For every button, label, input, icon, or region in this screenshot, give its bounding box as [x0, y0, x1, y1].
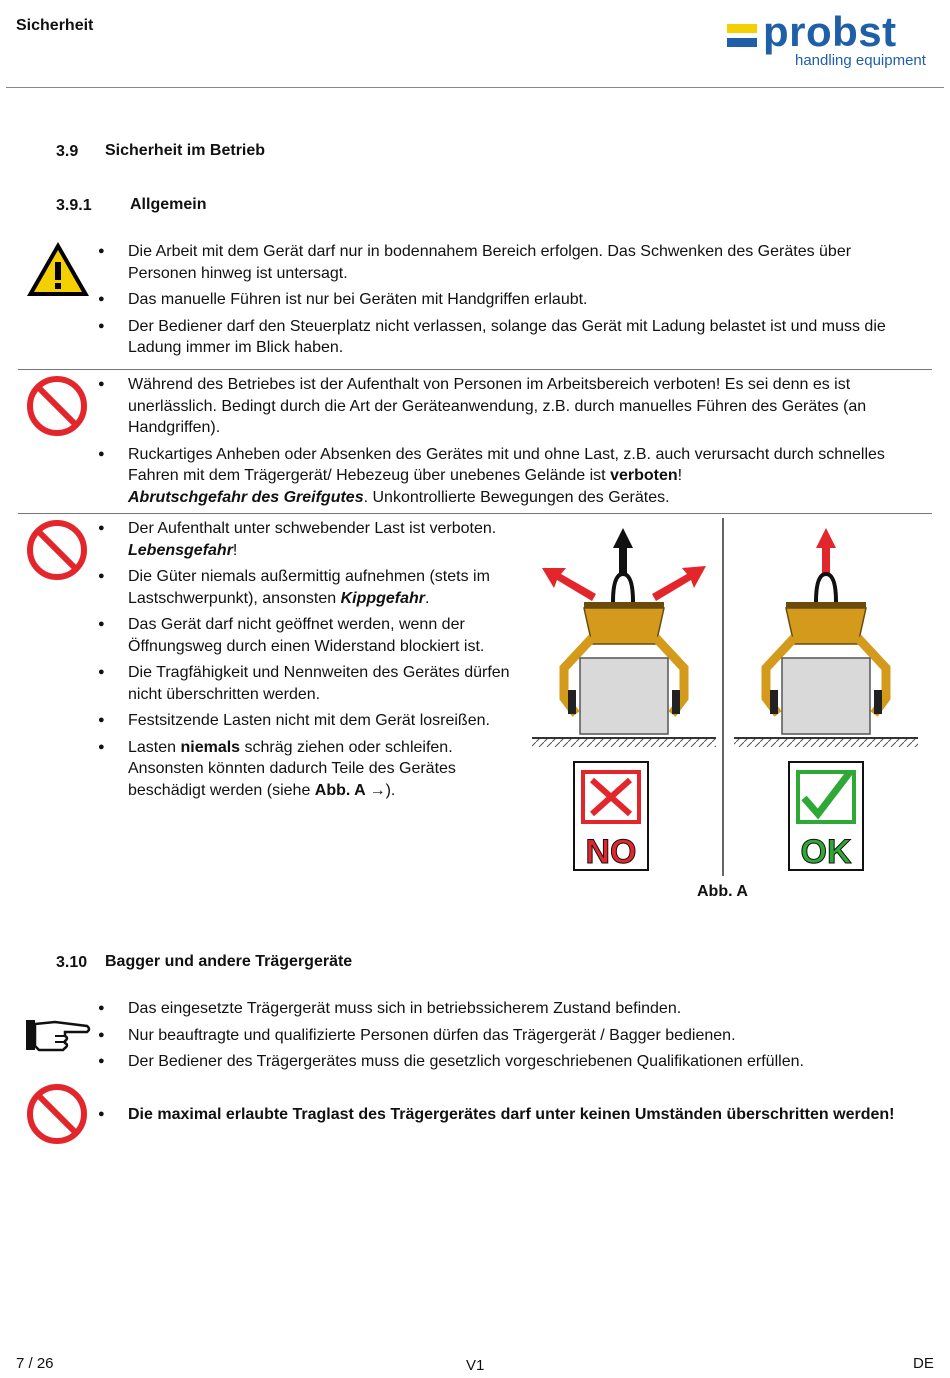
language: DE	[913, 1355, 934, 1372]
list-item: ● Das Gerät darf nicht geöffnet werden, wenn der Öffnungsweg durch einen Widerstand blockiert ist.	[98, 614, 518, 657]
section-title-3-10: Bagger und andere Trägergeräte	[105, 953, 353, 970]
gripper-wrong	[532, 528, 716, 747]
no-label: NO	[585, 833, 637, 871]
text: Der Aufenthalt unter schwebender Last ist verboten.	[128, 520, 497, 537]
prohibition-icon	[25, 518, 89, 582]
arrow-up-red	[816, 528, 836, 576]
list-item: ● Das manuelle Führen ist nur bei Geräten mit Handgriffen erlaubt.	[98, 289, 908, 311]
list-item: ● Nur beauftragte und qualifizierte Personen dürfen das Trägergerät / Bagger bedienen.	[98, 1025, 908, 1047]
text: schräg ziehen oder schleifen. Ansonsten könnten dadurch Teile des Gerätes beschädigt werden (siehe	[128, 738, 456, 799]
arrow-up-black	[613, 528, 633, 576]
gripper-correct	[734, 528, 918, 747]
block3-list	[98, 518, 518, 806]
list-item: ● Der Bediener darf den Steuerplatz nicht verlassen, solange das Gerät mit Ladung belastet ist und muss die Ladung immer im Blick haben.	[98, 316, 908, 359]
ok-label: OK	[800, 833, 852, 871]
figure-caption: Abb. A	[697, 883, 748, 900]
text-bold: verboten	[610, 467, 678, 484]
text: Die Güter niemals außermittig aufnehmen (stets im Lastschwerpunkt), ansonsten	[128, 568, 490, 607]
text: . Unkontrollierte Bewegungen des Gerätes.	[363, 488, 670, 506]
section-number-3-10: 3.10	[56, 954, 88, 971]
header-section-title: Sicherheit	[16, 17, 94, 34]
text-bold: niemals	[180, 738, 241, 756]
section-number-3-9-1: 3.9.1	[56, 197, 92, 214]
list-item: ● Der Bediener des Trägergerätes muss die gesetzlich vorgeschriebenen Qualifikationen erfüllen.	[98, 1051, 908, 1073]
block2-list	[98, 374, 908, 513]
section-title-3-9: Sicherheit im Betrieb	[105, 142, 266, 159]
list-item: ● Das eingesetzte Trägergerät muss sich in betriebssicherem Zustand befinden.	[98, 998, 908, 1020]
list-item-warning: ● Die maximal erlaubte Traglast des Trägergerätes darf unter keinen Umständen überschritten werden!	[98, 1104, 918, 1126]
text: ).	[385, 781, 396, 799]
logo-blue-bar	[727, 38, 757, 47]
list-item: ● Während des Betriebes ist der Aufenthalt von Personen im Arbeitsbereich verboten! Es sei denn es ist unerlässlich. Bedingt durch die Art der Geräteanwendung, z.B. durch manuelles Führen des Gerätes (an Handgriffen).	[98, 374, 908, 439]
warning-triangle-icon	[25, 240, 91, 298]
separator	[18, 513, 932, 514]
list-item	[98, 444, 908, 509]
header-divider	[6, 87, 944, 88]
prohibition-icon	[25, 1082, 89, 1146]
list-item	[98, 518, 518, 561]
section-number-3-9: 3.9	[56, 143, 79, 160]
list-item: ● Die Tragfähigkeit und Nennweiten des Gerätes dürfen nicht überschritten werden.	[98, 662, 518, 705]
section-title-3-9-1: Allgemein	[130, 196, 207, 213]
text: !	[677, 467, 683, 484]
separator	[18, 369, 932, 370]
text: !	[232, 541, 238, 559]
no-sign	[574, 762, 648, 871]
text: Ruckartiges Anheben oder Absenken des Gerätes mit und ohne Last, z.B. auch verursacht durch schnelles Fahren mit dem Trägergerät/ Hebezeug über unebenes Gelände ist	[128, 445, 885, 484]
list-item: ● Die Arbeit mit dem Gerät darf nur in bodennahem Bereich erfolgen. Das Schwenken des Gerätes über Personen hinweg ist untersagt.	[98, 241, 908, 284]
text: Lasten	[128, 738, 181, 756]
sec310-list	[98, 998, 908, 1078]
logo-word: probst	[763, 8, 897, 55]
list-item: ● Festsitzende Lasten nicht mit dem Gerät losreißen.	[98, 710, 518, 732]
list-item	[98, 566, 518, 609]
text-bold: Abb. A →	[314, 781, 386, 799]
sec310-warning-list	[98, 1104, 918, 1131]
text-bold-italic: Kippgefahr	[340, 589, 426, 607]
arrow-right-red	[652, 566, 706, 601]
list-item	[98, 737, 518, 802]
text: .	[425, 589, 430, 607]
logo-subtitle: handling equipment	[795, 52, 926, 69]
figure-abb-a	[528, 518, 923, 880]
text-bold-italic: Lebensgefahr	[128, 541, 233, 559]
block1-list	[98, 241, 908, 364]
version: V1	[466, 1357, 485, 1374]
probst-logo	[727, 8, 937, 74]
text-bold-italic: Abrutschgefahr des Greifgutes	[128, 488, 364, 506]
pointing-hand-icon	[25, 1016, 91, 1054]
logo-yellow-bar	[727, 24, 757, 33]
arrow-left-red	[542, 568, 596, 601]
page-number: 7 / 26	[16, 1355, 54, 1372]
ok-sign	[789, 762, 863, 871]
prohibition-icon	[25, 374, 89, 438]
